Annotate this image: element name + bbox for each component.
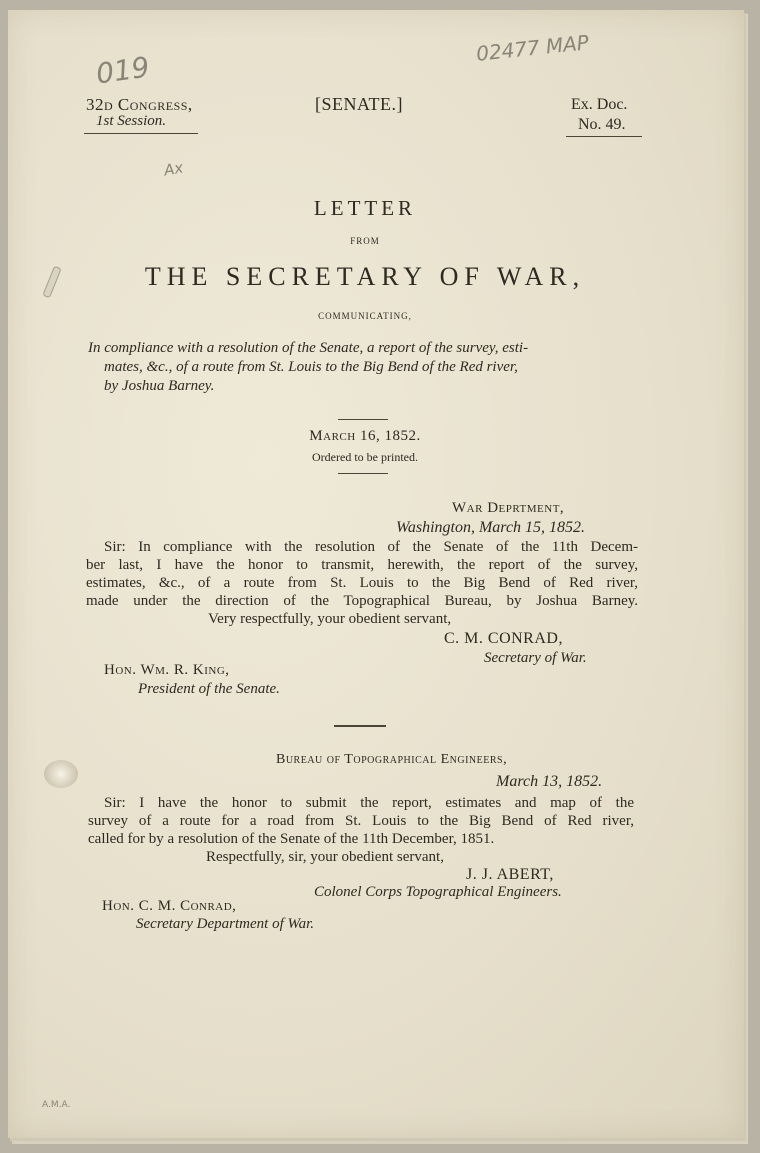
congress-label: 32d Congress, (86, 95, 193, 114)
session-rule (84, 133, 198, 134)
doc-label: Ex. Doc. (571, 96, 628, 113)
letter2-line-3: called for by a resolution of the Senate of the 11th December, 1851. (88, 831, 495, 847)
order-rule-bottom (338, 473, 388, 474)
from-label: FROM (350, 236, 380, 246)
document-page (8, 10, 744, 1138)
senate-label: [SENATE.] (315, 94, 403, 114)
letter1-signer-title: Secretary of War. (484, 650, 587, 666)
section-divider (334, 725, 386, 727)
subject-line-2: mates, &c., of a route from St. Louis to the Big Bend of the Red river, (104, 359, 518, 375)
pencil-note-left: 019 (93, 50, 152, 91)
letter2-line-1: Sir: I have the honor to submit the report, estimates and map of the (104, 795, 634, 811)
letter1-line-1: Sir: In compliance with the resolution of the Senate of the 11th Decem- (104, 539, 638, 555)
letter1-line-2: ber last, I have the honor to transmit, herewith, the report of the survey, (86, 557, 638, 573)
doc-rule (566, 136, 642, 137)
letter2-date: March 13, 1852. (496, 773, 603, 790)
subject-line-3: by Joshua Barney. (104, 378, 215, 394)
secretary-heading: THE SECRETARY OF WAR, (144, 262, 586, 291)
letter1-addressee-title: President of the Senate. (138, 681, 280, 697)
letter-heading: LETTER (313, 196, 417, 220)
letter2-signer: J. J. ABERT, (466, 866, 554, 883)
subject-line-1: In compliance with a resolution of the Senate, a report of the survey, esti- (88, 340, 529, 356)
letter2-addressee-title: Secretary Department of War. (136, 916, 315, 932)
doc-number: No. 49. (578, 116, 626, 133)
order-rule-top (338, 419, 388, 420)
letter1-closing: Very respectfully, your obedient servant, (208, 611, 452, 627)
letter1-line-3: estimates, &c., of a route from St. Louis to the Big Bend of Red river, (86, 575, 638, 591)
letter1-signer: C. M. CONRAD, (444, 630, 563, 647)
session-label: 1st Session. (96, 113, 167, 129)
order-note: Ordered to be printed. (312, 450, 418, 464)
letter2-closing: Respectfully, sir, your obedient servant, (206, 849, 444, 865)
letter1-addressee: Hon. Wm. R. King, (104, 662, 230, 678)
order-date: March 16, 1852. (309, 428, 421, 444)
letter2-line-2: survey of a route for a road from St. Louis to the Big Bend of Red river, (88, 813, 634, 829)
letter1-place-date: Washington, March 15, 1852. (396, 519, 586, 536)
letter1-line-4: made under the direction of the Topographical Bureau, by Joshua Barney. (86, 593, 638, 609)
pencil-note-right: 02477 MAP (475, 30, 590, 66)
war-department: War Deprtment, (452, 500, 565, 516)
bureau-label: Bureau of Topographical Engineers, (276, 752, 508, 767)
letter2-signer-title: Colonel Corps Topographical Engineers. (314, 884, 562, 900)
binding-hole (44, 760, 78, 788)
letter2-addressee: Hon. C. M. Conrad, (102, 898, 237, 914)
pencil-note-small: Ax (162, 158, 185, 180)
corner-stamp: A.M.A. (42, 1100, 71, 1110)
communicating-label: COMMUNICATING, (318, 311, 412, 321)
